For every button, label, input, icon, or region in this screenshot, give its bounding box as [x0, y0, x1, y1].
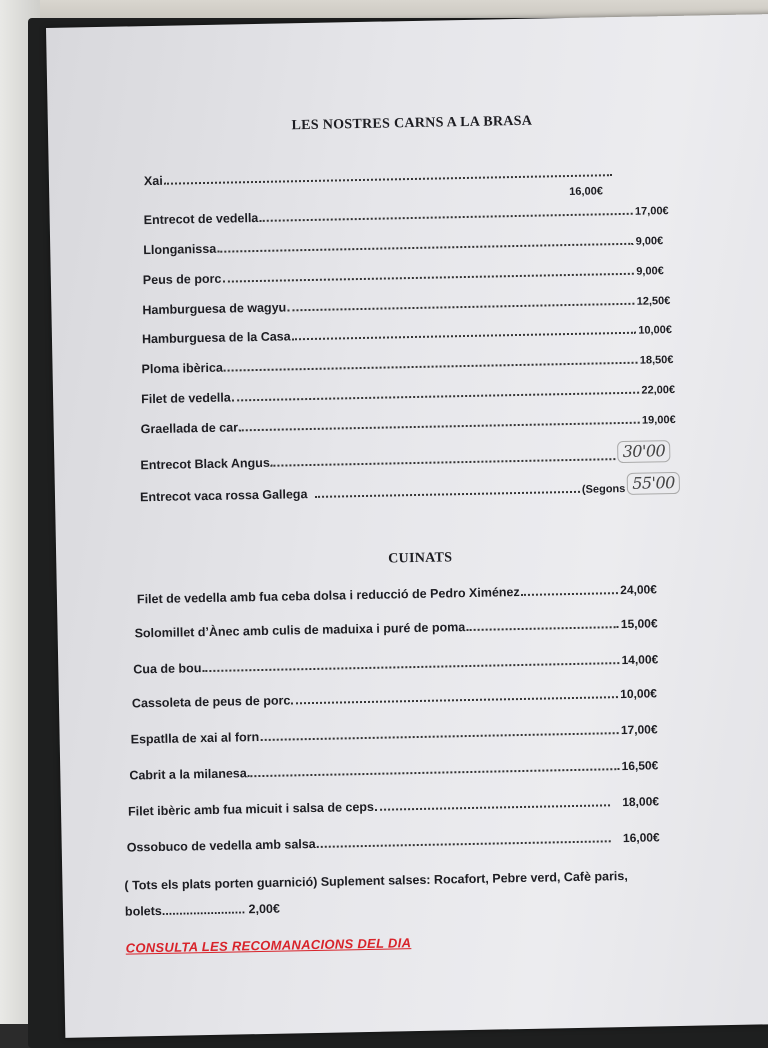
menu-item-cassoleta: [132, 686, 657, 710]
menu-item-black-angus: [140, 440, 670, 472]
item-note: (Segons: [581, 482, 626, 496]
item-name: Xai: [143, 173, 163, 189]
leader-dots: [375, 804, 610, 811]
garnish-note-line-2: bolets........................ 2,00€: [124, 901, 281, 919]
menu-item-entrecot-vedella: [144, 203, 669, 227]
item-price: 24,00€: [620, 582, 658, 598]
menu-item-graellada: [141, 412, 676, 436]
leader-dots: [248, 768, 620, 777]
handwritten-price: 30'00: [617, 440, 670, 463]
item-name: Llonganissa: [143, 241, 217, 258]
handwritten-price: 55'00: [627, 472, 680, 495]
item-price: 14,00€: [621, 652, 659, 668]
item-name: Entrecot Black Angus: [140, 455, 270, 473]
item-price: 10,00€: [620, 686, 658, 702]
item-name: Ploma ibèrica: [141, 360, 223, 377]
leader-dots: [164, 174, 612, 185]
menu-item-espatlla-xai: [131, 722, 658, 746]
item-name: Hamburguesa de la Casa: [141, 329, 291, 347]
item-name: Entrecot vaca rossa Gallega: [139, 487, 308, 505]
menu-item-filet-vedella: [141, 382, 675, 406]
leader-dots: [259, 213, 633, 222]
menu-item-cua-de-bou: [133, 652, 658, 676]
item-name: Cua de bou: [133, 661, 202, 677]
item-name: Cabrit a la milanesa: [129, 766, 247, 783]
item-price: 9,00€: [636, 265, 664, 278]
leader-dots: [292, 332, 637, 341]
item-price: 10,00€: [638, 324, 673, 337]
item-price: 17,00€: [634, 205, 669, 218]
leader-dots: [521, 592, 619, 596]
menu-item-vaca-rossa-gallega: [140, 472, 680, 504]
item-name: Graellada de car: [140, 420, 239, 437]
menu-item-ossobuco: [127, 830, 660, 854]
menu-item-xai-price: [569, 185, 603, 198]
item-price: 16,00€: [569, 185, 604, 198]
leader-dots: [239, 422, 640, 432]
item-name: Hamburguesa de wagyu: [142, 300, 287, 318]
leader-dots: [217, 243, 633, 253]
item-price: 19,00€: [641, 413, 676, 427]
item-price: 16,00€: [622, 830, 660, 846]
menu-item-filet-iberic: [128, 794, 659, 818]
item-name: Solomillet d’Ànec amb culis de maduixa i puré de poma: [134, 620, 466, 641]
item-name: Peus de porc: [142, 271, 222, 288]
item-price: 9,00€: [635, 235, 664, 248]
menu-item-llonganissa: [143, 233, 663, 257]
menu-item-filet-vedella-fua: [137, 582, 657, 606]
garnish-note-line-1: ( Tots els plats porten guarnició) Suplement salses: Rocafort, Pebre verd, Cafè paris,: [124, 868, 628, 893]
garnish-note: [124, 861, 725, 925]
item-name: Espatlla de xai al forn: [130, 730, 260, 747]
item-price: 17,00€: [620, 722, 658, 738]
menu-item-hamburguesa-wagyu: [142, 293, 670, 317]
menu-item-cabrit: [129, 758, 658, 782]
cooked-section-title: CUINATS: [388, 550, 453, 567]
item-price: 18,00€: [622, 794, 660, 810]
item-price: 15,00€: [620, 616, 658, 632]
leader-dots: [232, 392, 640, 402]
item-price: 16,50€: [621, 758, 659, 774]
menu-content: [46, 14, 768, 1038]
menu-sheet: [46, 14, 768, 1038]
item-name: Entrecot de vedella: [143, 210, 259, 228]
leader-dots: [271, 458, 616, 467]
leader-dots: [202, 662, 619, 672]
menu-item-peus-de-porc: [143, 263, 664, 287]
leader-dots: [222, 273, 634, 283]
menu-item-hamburguesa-casa: [142, 322, 672, 346]
leader-dots: [260, 732, 619, 741]
leader-dots: [315, 491, 580, 498]
item-name: Filet de vedella amb fua ceba dolsa i reducció de Pedro Ximénez: [136, 585, 520, 607]
menu-item-solomillet-anec: [135, 616, 658, 640]
leader-dots: [317, 840, 611, 848]
item-name: Filet de vedella: [141, 390, 231, 407]
item-price: 22,00€: [641, 383, 676, 397]
daily-recommendations-link: CONSULTA LES RECOMANACIONS DEL DIA: [125, 935, 412, 956]
item-name: Filet ibèric amb fua micuit i salsa de ceps: [127, 799, 375, 819]
item-price: 18,50€: [639, 354, 674, 367]
item-name: Ossobuco de vedella amb salsa: [126, 836, 316, 855]
grill-section-title: LES NOSTRES CARNS A LA BRASA: [291, 113, 533, 134]
leader-dots: [466, 626, 619, 631]
leader-dots: [224, 362, 638, 372]
menu-item-ploma-iberica: [141, 352, 673, 376]
item-price: 12,50€: [636, 295, 671, 308]
menu-item-xai: [144, 165, 614, 188]
leader-dots: [287, 303, 635, 312]
leader-dots: [291, 696, 618, 704]
item-name: Cassoleta de peus de porc: [131, 693, 291, 711]
